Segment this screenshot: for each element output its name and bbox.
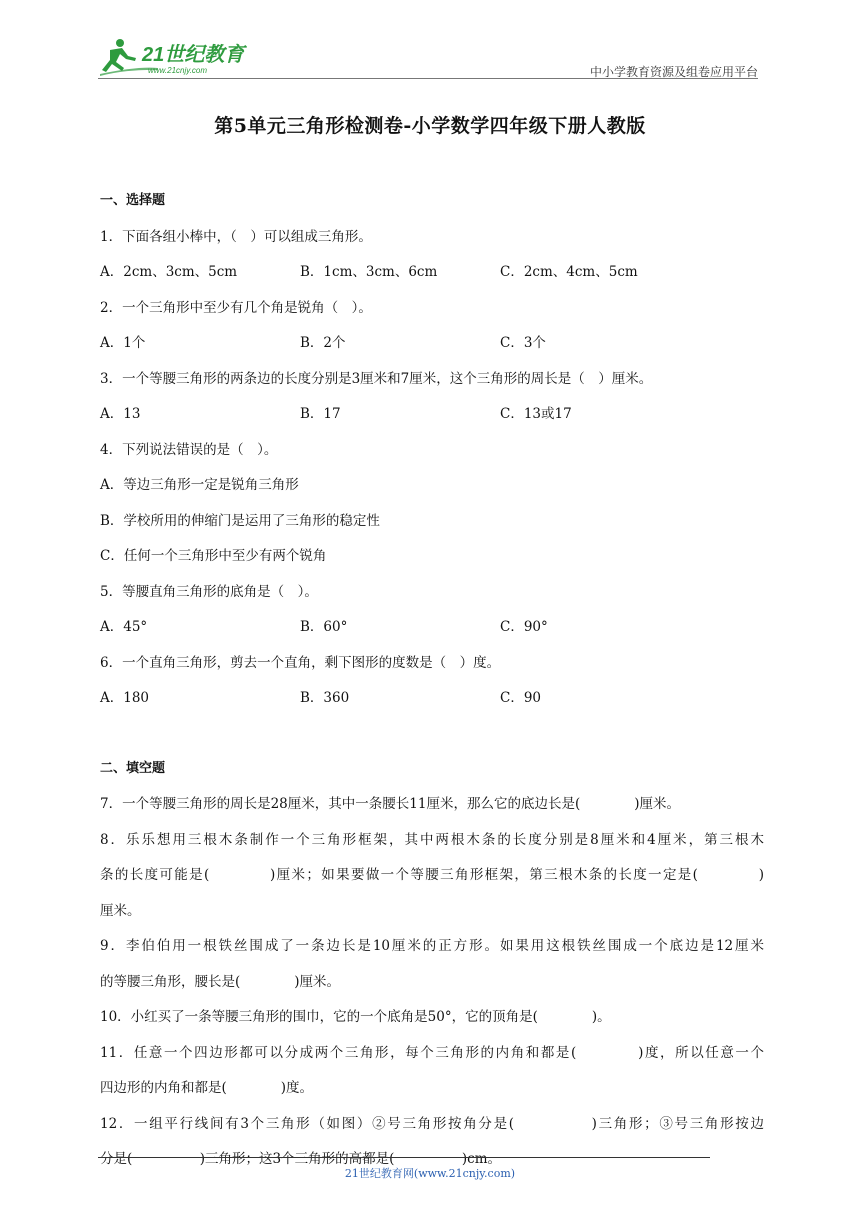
option-c: C．13或17 — [500, 406, 572, 422]
option-c: C．2cm、4cm、5cm — [500, 264, 638, 280]
question-10: 10．小红买了一条等腰三角形的围巾，它的一个底角是50°，它的顶角是( )。 — [100, 1009, 611, 1025]
question-8-line-2: 条的长度可能是( )厘米；如果要做一个等腰三角形框架，第三根木条的长度一定是( ) — [100, 867, 764, 883]
question-2-options — [100, 331, 764, 367]
option-b: B．2个 — [300, 335, 346, 351]
header-divider — [98, 78, 758, 79]
question-7: 7．一个等腰三角形的周长是28厘米，其中一条腰长11厘米，那么它的底边长是( )厘米。 — [100, 796, 680, 812]
svg-text:www.21cnjy.com: www.21cnjy.com — [148, 66, 207, 75]
option-c: C．90° — [500, 619, 548, 635]
question-6-options — [100, 686, 764, 722]
question-8-line-1: 8．乐乐想用三根木条制作一个三角形框架，其中两根木条的长度分别是8厘米和4厘米，第三根木 — [100, 831, 764, 848]
question-12-line-1: 12．一组平行线间有3个三角形（如图）②号三角形按角分是( )三角形；③号三角形按边 — [100, 1115, 764, 1132]
option-a: A．等边三角形一定是锐角三角形 — [100, 477, 299, 493]
question-8-line-3: 厘米。 — [100, 902, 141, 919]
question-6: 6．一个直角三角形，剪去一个直角，剩下图形的度数是（ ）度。 — [100, 654, 501, 671]
option-b: B．60° — [300, 619, 348, 635]
question-2: 2．一个三角形中至少有几个角是锐角（ ）。 — [100, 299, 372, 316]
21cnjy-logo — [98, 36, 258, 76]
platform-label: 中小学教育资源及组卷应用平台 — [589, 65, 758, 79]
question-5: 5．等腰直角三角形的底角是（ ）。 — [100, 583, 318, 600]
option-b: B．17 — [300, 406, 341, 422]
question-5-options — [100, 615, 764, 651]
section-gap — [100, 722, 764, 757]
option-a: A．1个 — [100, 335, 146, 351]
option-b: B．学校所用的伸缩门是运用了三角形的稳定性 — [100, 512, 380, 529]
question-11-line-1: 11．任意一个四边形都可以分成两个三角形，每个三角形的内角和都是( )度，所以任意一个 — [100, 1044, 764, 1061]
question-9-line-2: 的等腰三角形，腰长是( )厘米。 — [100, 973, 341, 990]
option-c: C．任何一个三角形中至少有两个锐角 — [100, 548, 327, 564]
page-title: 第5单元三角形检测卷-小学数学四年级下册人教版 — [214, 115, 646, 137]
exam-content — [100, 189, 764, 1183]
question-4: 4．下列说法错误的是（ ）。 — [100, 441, 278, 458]
question-1: 1．下面各组小棒中，（ ）可以组成三角形。 — [100, 228, 372, 245]
question-1-options — [100, 260, 764, 296]
option-a: A．2cm、3cm、5cm — [100, 264, 238, 280]
section-heading-choice: 一、选择题 — [100, 193, 166, 208]
footer-divider — [98, 1157, 710, 1158]
section-heading-fill: 二、填空题 — [100, 760, 166, 776]
option-a: A．45° — [100, 619, 148, 635]
question-3: 3．一个等腰三角形的两条边的长度分别是3厘米和7厘米，这个三角形的周长是（ ）厘米。 — [100, 370, 653, 387]
question-12-line-2: 分是( )三角形；这3个三角形的高都是( )cm。 — [100, 1151, 502, 1167]
page-header — [98, 36, 758, 80]
option-a: A．180 — [100, 690, 150, 706]
question-3-options — [100, 402, 764, 438]
option-c: C．3个 — [500, 335, 546, 351]
option-b: B．360 — [300, 690, 350, 706]
option-c: C．90 — [500, 690, 542, 706]
footer-link[interactable]: 21世纪教育网(www.21cnjy.com) — [344, 1167, 516, 1180]
option-b: B．1cm、3cm、6cm — [300, 264, 438, 280]
question-11-line-2: 四边形的内角和都是( )度。 — [100, 1080, 314, 1096]
question-9-line-1: 9．李伯伯用一根铁丝围成了一条边长是10厘米的正方形。如果用这根铁丝围成一个底边是12厘米 — [100, 938, 764, 954]
svg-text:21世纪教育: 21世纪教育 — [142, 44, 245, 66]
option-a: A．13 — [100, 406, 141, 422]
